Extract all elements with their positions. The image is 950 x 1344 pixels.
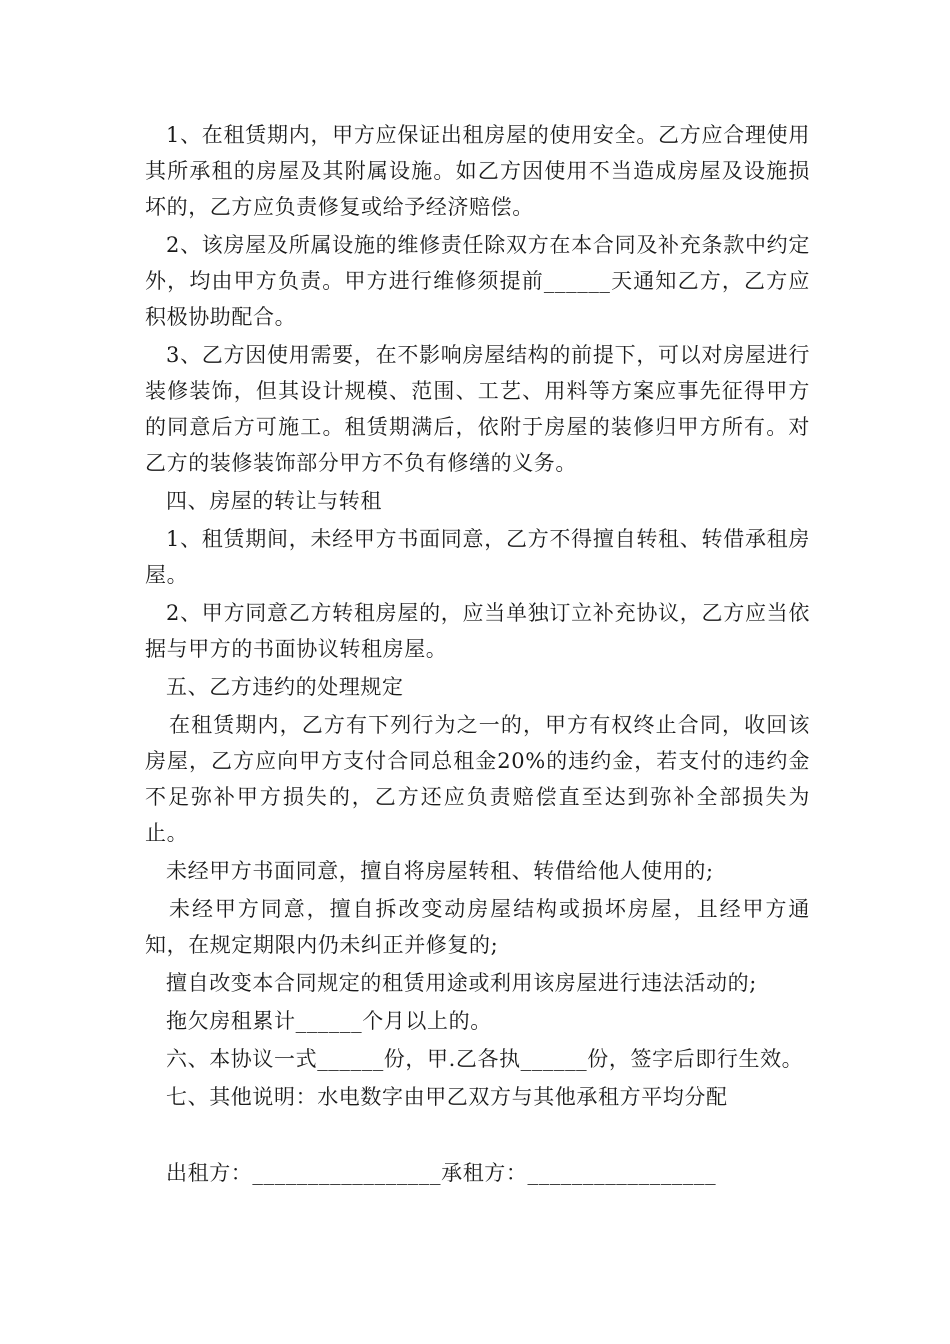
clause-sublet-consent: 1、租赁期间，未经甲方书面同意，乙方不得擅自转租、转借承租房屋。	[145, 527, 810, 587]
lessor-signature: 出租方：_________________	[166, 1161, 442, 1185]
clause-maintenance: 2、该房屋及所属设施的维修责任除双方在本合同及补充条款中约定外，均由甲方负责。甲方进行维修须提前______天通知乙方，乙方应积极协助配合。	[145, 233, 810, 329]
clause-sublet-agreement: 2、甲方同意乙方转租房屋的，应当单独订立补充协议，乙方应当依据与甲方的书面协议转租房屋。	[145, 601, 810, 661]
lessee-signature: 承租方：_________________	[441, 1161, 717, 1185]
breach-item-sublet: 未经甲方书面同意，擅自将房屋转租、转借给他人使用的;	[166, 859, 714, 883]
breach-item-structure: 未经甲方同意，擅自拆改变动房屋结构或损坏房屋，且经甲方通知，在规定期限内仍未纠正并修复的;	[145, 897, 810, 957]
document-body	[145, 117, 810, 1191]
clause-breach-penalty: 在租赁期内，乙方有下列行为之一的，甲方有权终止合同，收回该房屋，乙方应向甲方支付合同总租金20%的违约金，若支付的违约金不足弥补甲方损失的，乙方还应负责赔偿直至达到弥补全部损失为止。	[145, 713, 810, 845]
clause-safety: 1、在租赁期内，甲方应保证出租房屋的使用安全。乙方应合理使用其所承租的房屋及其附属设施。如乙方因使用不当造成房屋及设施损坏的，乙方应负责修复或给予经济赔偿。	[145, 123, 810, 219]
signature-line	[145, 1155, 810, 1191]
breach-item-usage: 擅自改变本合同规定的租赁用途或利用该房屋进行违法活动的;	[166, 971, 757, 995]
section-copies: 六、本协议一式______份，甲.乙各执______份，签字后即行生效。	[166, 1047, 804, 1071]
section-heading-transfer: 四、房屋的转让与转租	[166, 489, 382, 513]
breach-item-rent-arrears: 拖欠房租累计______个月以上的。	[166, 1009, 492, 1033]
section-heading-breach: 五、乙方违约的处理规定	[166, 675, 404, 699]
section-other-notes: 七、其他说明：水电数字由甲乙双方与其他承租方平均分配	[166, 1085, 728, 1109]
spacer	[145, 1117, 810, 1155]
clause-decoration: 3、乙方因使用需要，在不影响房屋结构的前提下，可以对房屋进行装修装饰，但其设计规模、范围、工艺、用料等方案应事先征得甲方的同意后方可施工。租赁期满后，依附于房屋的装修归甲方所有。对乙方的装修装饰部分甲方不负有修缮的义务。	[145, 343, 810, 475]
